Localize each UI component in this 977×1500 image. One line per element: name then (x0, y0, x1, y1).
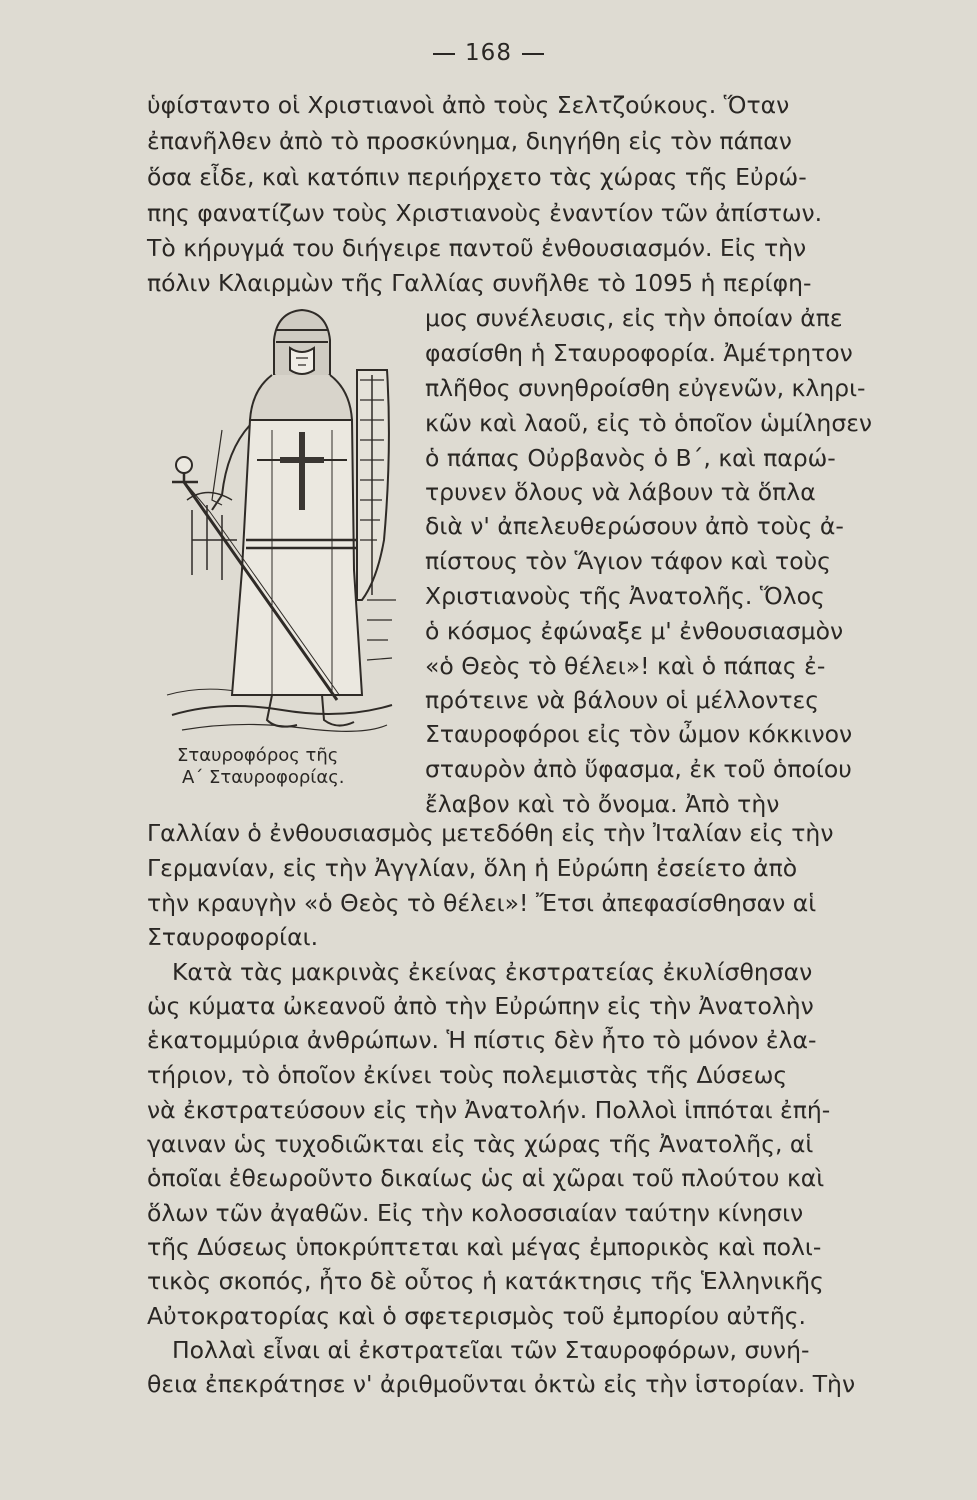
text-line: τήριον, τὸ ὁποῖον ἐκίνει τοὺς πολεμιστὰς τῆς Δύσεως (147, 1061, 788, 1089)
crusader-illustration (162, 300, 396, 748)
text-line: κῶν καὶ λαοῦ, εἰς τὸ ὁποῖον ὡμίλησεν (425, 409, 873, 437)
figure-caption-line: Σταυροφόρος τῆς (177, 745, 339, 766)
text-line: Κατὰ τὰς μακρινὰς ἐκείνας ἐκστρατείας ἐκυλίσθησαν (172, 958, 813, 986)
page-number-text: 168 (465, 40, 512, 66)
text-line: Πολλαὶ εἶναι αἱ ἐκστρατεῖαι τῶν Σταυροφόρων, συνή- (172, 1336, 810, 1364)
text-line: «ὁ Θεὸς τὸ θέλει»! καὶ ὁ πάπας ἐ- (425, 652, 826, 680)
text-line: πίστους τὸν Ἅγιον τάφον καὶ τοὺς (425, 547, 831, 575)
text-line: ὁ κόσμος ἐφώναξε μ' ἐνθουσιασμὸν (425, 617, 844, 645)
text-line: Χριστιανοὺς τῆς Ἀνατολῆς. Ὅλος (425, 582, 825, 610)
text-line: Σταυροφορίαι. (147, 923, 319, 951)
text-line: τρυνεν ὅλους νὰ λάβουν τὰ ὅπλα (425, 478, 816, 506)
text-line: Τὸ κήρυγμά του διήγειρε παντοῦ ἐνθουσιασμόν. Εἰς τὴν (147, 234, 807, 262)
text-line: ἑκατομμύρια ἀνθρώπων. Ἡ πίστις δὲν ἦτο τὸ μόνον ἐλα- (147, 1026, 817, 1054)
text-line: τῆς Δύσεως ὑποκρύπτεται καὶ μέγας ἐμπορικὸς καὶ πολι- (147, 1233, 822, 1261)
text-line: πλῆθος συνηθροίσθη εὐγενῶν, κληρι- (425, 374, 866, 402)
text-line: φασίσθη ἡ Σταυροφορία. Ἀμέτρητον (425, 339, 853, 367)
text-line: ὑφίσταντο οἱ Χριστιανοὶ ἀπὸ τοὺς Σελτζούκους. Ὅταν (147, 91, 790, 119)
text-line: Αὐτοκρατορίας καὶ ὁ σφετερισμὸς τοῦ ἐμπορίου αὐτῆς. (147, 1302, 806, 1330)
text-line: ἐπανῆλθεν ἀπὸ τὸ προσκύνημα, διηγήθη εἰς τὸν πάπαν (147, 127, 792, 155)
text-line: Γερμανίαν, εἰς τὴν Ἀγγλίαν, ὅλη ἡ Εὐρώπη ἐσείετο ἀπὸ (147, 854, 798, 882)
text-line: γαιναν ὡς τυχοδιῶκται εἰς τὰς χώρας τῆς Ἀνατολῆς, αἱ (147, 1130, 814, 1158)
page-number (0, 40, 977, 66)
text-line: θεια ἐπεκράτησε ν' ἀριθμοῦνται ὀκτὼ εἰς τὴν ἱστορίαν. Τὴν (147, 1370, 856, 1398)
text-line: ὅλων τῶν ἀγαθῶν. Εἰς τὴν κολοσσιαίαν ταύτην κίνησιν (147, 1199, 804, 1227)
text-line: μος συνέλευσις, εἰς τὴν ὁποίαν ἀπε (425, 304, 843, 332)
text-line: πόλιν Κλαιρμὼν τῆς Γαλλίας συνῆλθε τὸ 1095 ἡ περίφη- (147, 269, 812, 297)
figure-caption-line: Α΄ Σταυροφορίας. (182, 767, 345, 788)
text-line: τὴν κραυγὴν «ὁ Θεὸς τὸ θέλει»! Ἔτσι ἀπεφασίσθησαν αἱ (147, 889, 817, 917)
text-line: ὁ πάπας Οὐρβανὸς ὁ Β΄, καὶ παρώ- (425, 444, 836, 472)
text-line: ἔλαβον καὶ τὸ ὄνομα. Ἀπὸ τὴν (425, 790, 780, 818)
text-line: ὁποῖαι ἐθεωροῦντο δικαίως ὡς αἱ χῶραι τοῦ πλούτου καὶ (147, 1164, 825, 1192)
dash-left (433, 53, 455, 55)
text-line: ὡς κύματα ὠκεανοῦ ἀπὸ τὴν Εὐρώπην εἰς τὴν Ἀνατολὴν (147, 992, 814, 1020)
text-line: ὅσα εἶδε, καὶ κατόπιν περιήρχετο τὰς χώρας τῆς Εὐρώ- (147, 163, 807, 191)
dash-right (522, 53, 544, 55)
text-line: Σταυροφόροι εἰς τὸν ὦμον κόκκινον (425, 720, 853, 748)
text-line: τικὸς σκοπός, ἦτο δὲ οὗτος ἡ κατάκτησις τῆς Ἑλληνικῆς (147, 1267, 824, 1295)
text-line: νὰ ἐκστρατεύσουν εἰς τὴν Ἀνατολήν. Πολλοὶ ἱππόται ἐπή- (147, 1096, 831, 1124)
text-line: διὰ ν' ἀπελευθερώσουν ἀπὸ τοὺς ἀ- (425, 512, 844, 540)
text-line: Γαλλίαν ὁ ἐνθουσιασμὸς μετεδόθη εἰς τὴν Ἰταλίαν εἰς τὴν (147, 819, 834, 847)
text-line: πης φανατίζων τοὺς Χριστιανοὺς ἐναντίον τῶν ἀπίστων. (147, 199, 823, 227)
text-line: πρότεινε νὰ βάλουν οἱ μέλλοντες (425, 686, 820, 714)
text-line: σταυρὸν ἀπὸ ὕφασμα, ἐκ τοῦ ὁποίου (425, 755, 852, 783)
